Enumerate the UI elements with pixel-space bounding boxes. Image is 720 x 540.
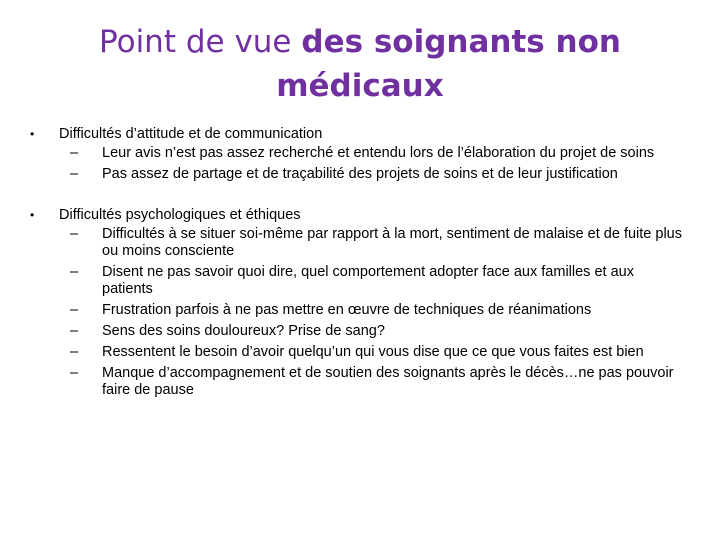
list-item xyxy=(59,264,690,298)
dash-icon: – xyxy=(70,302,79,318)
section-heading: Difficultés d’attitude et de communication xyxy=(59,126,323,142)
dash-icon: – xyxy=(70,145,79,161)
dash-icon: – xyxy=(70,166,79,182)
section-psychologiques-ethiques xyxy=(30,207,690,399)
list-item-text: Leur avis n’est pas assez recherché et entendu lors de l’élaboration du projet de soins xyxy=(102,145,655,161)
section-heading: Difficultés psychologiques et éthiques xyxy=(59,207,301,223)
slide-content xyxy=(30,126,690,403)
sub-list xyxy=(59,145,690,183)
list-item xyxy=(59,145,690,162)
list-item xyxy=(59,302,690,319)
list-item-text: Pas assez de partage et de traçabilité des projets de soins et de leur justification xyxy=(102,166,618,182)
list-item xyxy=(59,323,690,340)
sub-list xyxy=(59,226,690,399)
list-item-text: Sens des soins douloureux? Prise de sang? xyxy=(102,323,385,339)
dash-icon: – xyxy=(70,226,79,242)
title-regular: Point de vue xyxy=(99,24,302,60)
list-item xyxy=(59,226,690,260)
bullet-icon: • xyxy=(30,127,35,141)
list-item-text: Manque d’accompagnement et de soutien des soignants après le décès…ne pas pouvoir faire de pause xyxy=(102,365,674,398)
list-item-text: Ressentent le besoin d’avoir quelqu’un qui vous dise que ce que vous faites est bien xyxy=(102,344,644,360)
list-item-text: Difficultés à se situer soi-même par rapport à la mort, sentiment de malaise et de fuite plus ou moins consciente xyxy=(102,226,682,259)
list-item-text: Frustration parfois à ne pas mettre en œuvre de techniques de réanimations xyxy=(102,302,592,318)
list-item xyxy=(59,344,690,361)
dash-icon: – xyxy=(70,344,79,360)
bullet-icon: • xyxy=(30,208,35,222)
list-item-text: Disent ne pas savoir quoi dire, quel comportement adopter face aux familles et aux patients xyxy=(102,264,634,297)
list-item xyxy=(59,365,690,399)
dash-icon: – xyxy=(70,323,79,339)
section-attitude-communication xyxy=(30,126,690,183)
list-item xyxy=(59,166,690,183)
dash-icon: – xyxy=(70,365,79,381)
slide-title xyxy=(60,20,660,108)
dash-icon: – xyxy=(70,264,79,280)
title-bold: des soignants non médicaux xyxy=(276,24,621,104)
